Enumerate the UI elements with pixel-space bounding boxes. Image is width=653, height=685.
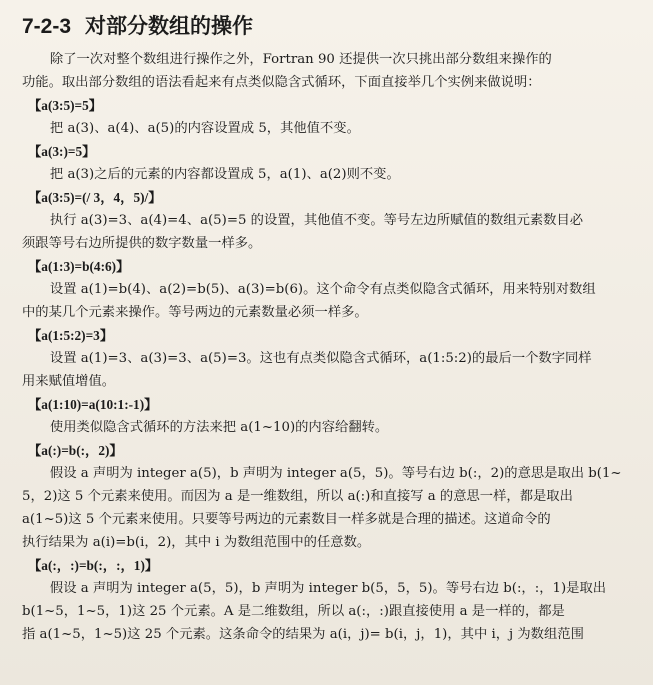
example-description: 执行结果为 a(i)=b(i，2)，其中 i 为数组范围中的任意数。	[22, 535, 371, 550]
example-description: 设置 a(1)=3、a(3)=3、a(5)=3。这也有点类似隐含式循环，a(1:5:2)的最后一个数字同样	[49, 351, 592, 366]
example-code: 【a(3:)=5】	[28, 144, 96, 159]
example-description: 假设 a 声明为 integer a(5)，b 声明为 integer a(5，5)。等号右边 b(:，2)的意思是取出 b(1~	[49, 466, 622, 481]
example-block	[22, 439, 631, 554]
example-code: 【a(:)=b(:，2)】	[28, 443, 123, 458]
example-code: 【a(1:5:2)=3】	[28, 328, 114, 343]
example-description: b(1~5，1~5，1)这 25 个元素。A 是二维数组，所以 a(:，:)跟直接使用 a 是一样的，都是	[22, 604, 565, 619]
section-number: 7-2-3	[22, 15, 72, 38]
example-description: 把 a(3)、a(4)、a(5)的内容设置成 5，其他值不变。	[49, 121, 360, 136]
example-code: 【a(1:3)=b(4:6)】	[28, 259, 130, 274]
example-block	[22, 255, 631, 324]
example-code: 【a(1:10)=a(10:1:-1)】	[28, 397, 158, 412]
section-heading	[22, 10, 631, 40]
example-description: a(1~5)这 5 个元素来使用。只要等号两边的元素数目一样多就是合理的描述。这道命令的	[22, 512, 551, 527]
example-description: 5，2)这 5 个元素来使用。而因为 a 是一维数组，所以 a(:)和直接写 a 的意思一样，都是取出	[22, 489, 573, 504]
example-description: 须跟等号右边所提供的数字数量一样多。	[22, 236, 262, 251]
example-block	[22, 324, 631, 393]
example-code: 【a(3:5)=(/ 3，4，5)/】	[28, 190, 162, 205]
example-description: 中的某几个元素来操作。等号两边的元素数量必须一样多。	[22, 305, 368, 320]
example-block	[22, 140, 631, 186]
example-description: 假设 a 声明为 integer a(5，5)，b 声明为 integer b(5，5，5)。等号右边 b(:，:，1)是取出	[49, 581, 607, 596]
example-block	[22, 186, 631, 255]
example-description: 用来赋值增值。	[22, 374, 116, 389]
example-block	[22, 393, 631, 439]
intro-line: 除了一次对整个数组进行操作之外，Fortran 90 还提供一次只挑出部分数组来操作的	[49, 52, 552, 67]
example-description: 使用类似隐含式循环的方法来把 a(1~10)的内容给翻转。	[49, 420, 389, 435]
example-code: 【a(3:5)=5】	[28, 98, 103, 113]
example-block	[22, 554, 631, 646]
example-description: 指 a(1~5，1~5)这 25 个元素。这条命令的结果为 a(i，j)= b(i，j，1)，其中 i，j 为数组范围	[22, 627, 584, 642]
example-description: 设置 a(1)=b(4)、a(2)=b(5)、a(3)=b(6)。这个命令有点类似隐含式循环，用来特别对数组	[49, 282, 596, 297]
example-description: 把 a(3)之后的元素的内容都设置成 5，a(1)、a(2)则不变。	[49, 167, 400, 182]
intro-line: 功能。取出部分数组的语法看起来有点类似隐含式循环，下面直接举几个实例来做说明：	[22, 75, 541, 90]
section-title: 对部分数组的操作	[85, 15, 254, 38]
intro-paragraph	[22, 48, 631, 94]
example-description: 执行 a(3)=3、a(4)=4、a(5)=5 的设置，其他值不变。等号左边所赋值的数组元素数目必	[49, 213, 584, 228]
example-code: 【a(:，:)=b(:，:，1)】	[28, 558, 159, 573]
example-block	[22, 94, 631, 140]
